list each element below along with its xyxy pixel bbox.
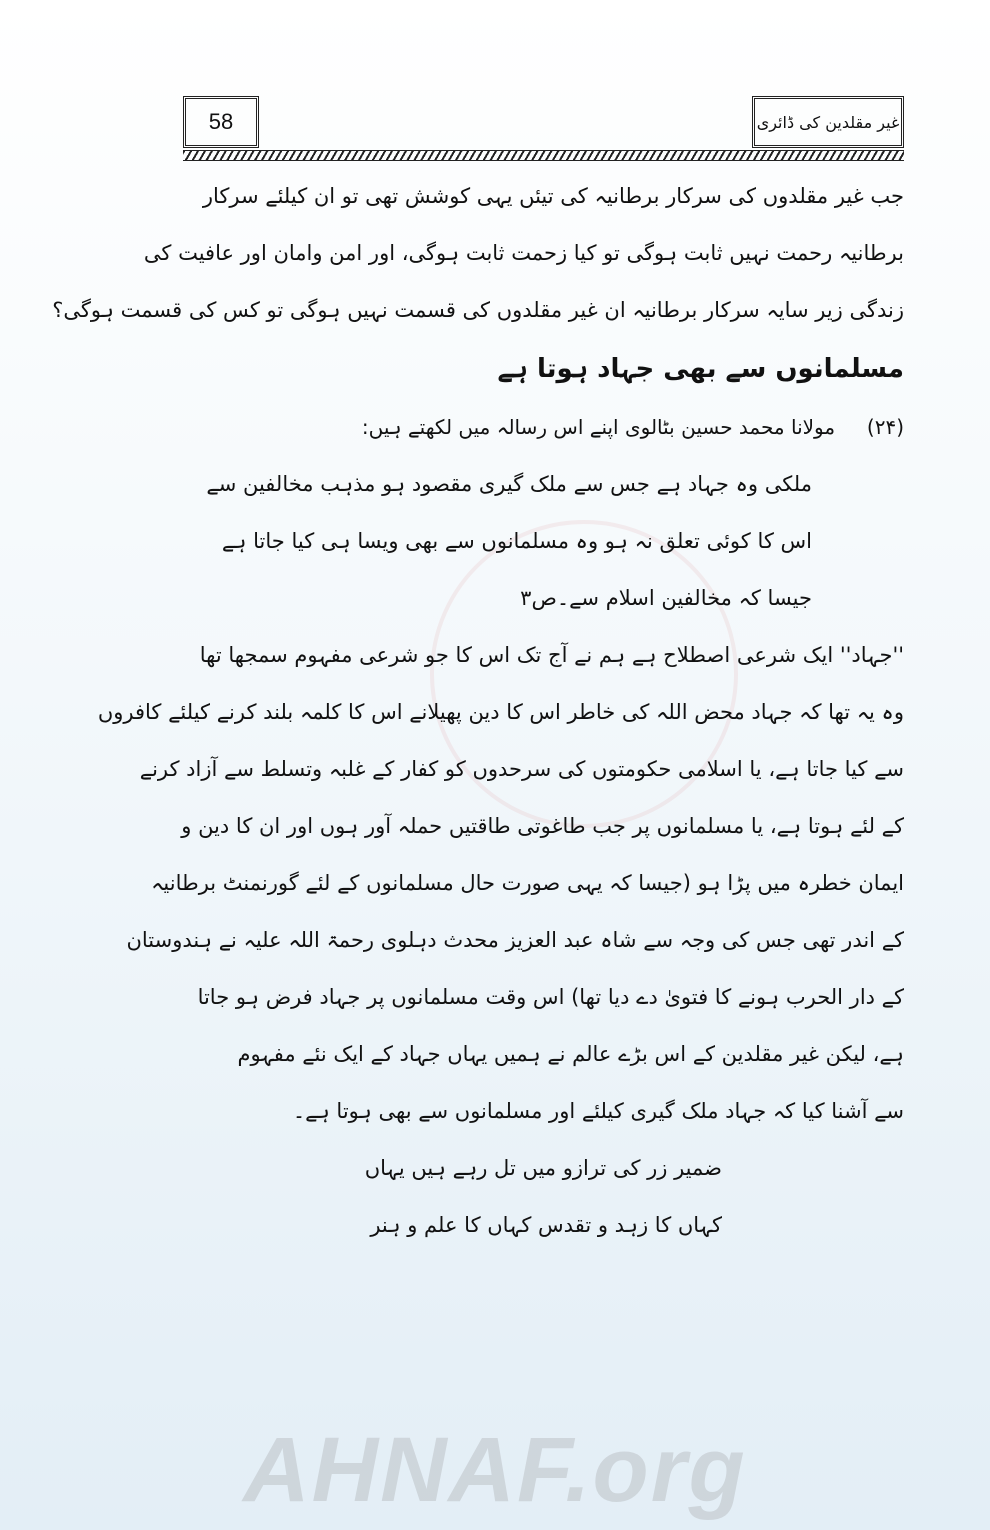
paragraph-line: ایمان خطرہ میں پڑا ہو (جیسا کہ یہی صورت حال مسلمانوں کے لئے گورنمنٹ برطانیہ bbox=[151, 871, 904, 895]
quote-line: جیسا کہ مخالفین اسلام سے۔ص۳ bbox=[520, 586, 812, 610]
paragraph-line: سے کیا جاتا ہے، یا اسلامی حکومتوں کی سرحدوں کو کفار کے غلبہ وتسلط سے آزاد کرنے bbox=[139, 757, 904, 781]
site-watermark: AHNAF.org bbox=[243, 1419, 747, 1521]
quote-line: ملکی وہ جہاد ہے جس سے ملک گیری مقصود ہو مذہب مخالفین سے bbox=[206, 472, 812, 496]
paragraph-line: کے اندر تھی جس کی وجہ سے شاہ عبد العزیز محدث دہلوی رحمۃ اللہ علیہ نے ہندوستان bbox=[126, 928, 904, 952]
item-intro-line bbox=[183, 399, 904, 456]
paragraph-line: زندگی زیر سایہ سرکار برطانیہ ان غیر مقلدوں کی قسمت نہیں ہوگی تو کس کی قسمت ہوگی؟ bbox=[52, 298, 904, 322]
paragraph-line: جب غیر مقلدوں کی سرکار برطانیہ کی تیئں یہی کوشش تھی تو ان کیلئے سرکار bbox=[202, 184, 904, 208]
verse-line: کہاں کا زہد و تقدس کہاں کا علم و ہنر bbox=[370, 1213, 722, 1237]
page-body bbox=[52, 168, 904, 1254]
paragraph-line: وہ یہ تھا کہ جہاد محض اللہ کی خاطر اس کا دین پھیلانے اس کا کلمہ بلند کرنے کیلئے کافروں bbox=[97, 700, 904, 724]
section-heading: مسلمانوں سے بھی جہاد ہوتا ہے bbox=[497, 354, 904, 384]
book-title: غیر مقلدین کی ڈائری bbox=[756, 112, 900, 132]
quote-line: اس کا کوئی تعلق نہ ہو وہ مسلمانوں سے بھی ویسا ہی کیا جاتا ہے bbox=[221, 529, 812, 553]
page-number-box bbox=[183, 96, 259, 148]
verse-line: ضمیر زر کی ترازو میں تل رہے ہیں یہاں bbox=[364, 1156, 722, 1180]
book-title-box bbox=[752, 96, 904, 148]
item-number: (۲۴) bbox=[866, 415, 904, 439]
item-intro: مولانا محمد حسین بٹالوی اپنے اس رسالہ میں لکھتے ہیں: bbox=[361, 415, 836, 439]
page-number: 58 bbox=[208, 109, 234, 134]
paragraph-line: برطانیہ رحمت نہیں ثابت ہوگی تو کیا زحمت ثابت ہوگی، اور امن وامان اور عافیت کی bbox=[143, 241, 904, 265]
paragraph-line: سے آشنا کیا کہ جہاد ملک گیری کیلئے اور مسلمانوں سے بھی ہوتا ہے۔ bbox=[292, 1099, 904, 1123]
paragraph-line: کے دار الحرب ہونے کا فتویٰ دے دیا تھا) اس وقت مسلمانوں پر جہاد فرض ہو جاتا bbox=[197, 985, 904, 1009]
header-rule bbox=[183, 150, 904, 161]
paragraph-line: ہے، لیکن غیر مقلدین کے اس بڑے عالم نے ہمیں یہاں جہاد کے ایک نئے مفہوم bbox=[237, 1042, 904, 1066]
paragraph-line: ''جہاد'' ایک شرعی اصطلاح ہے ہم نے آج تک اس کا جو شرعی مفہوم سمجھا تھا bbox=[199, 643, 904, 667]
paragraph-line: کے لئے ہوتا ہے، یا مسلمانوں پر جب طاغوتی طاقتیں حملہ آور ہوں اور ان کا دین و bbox=[181, 814, 904, 838]
